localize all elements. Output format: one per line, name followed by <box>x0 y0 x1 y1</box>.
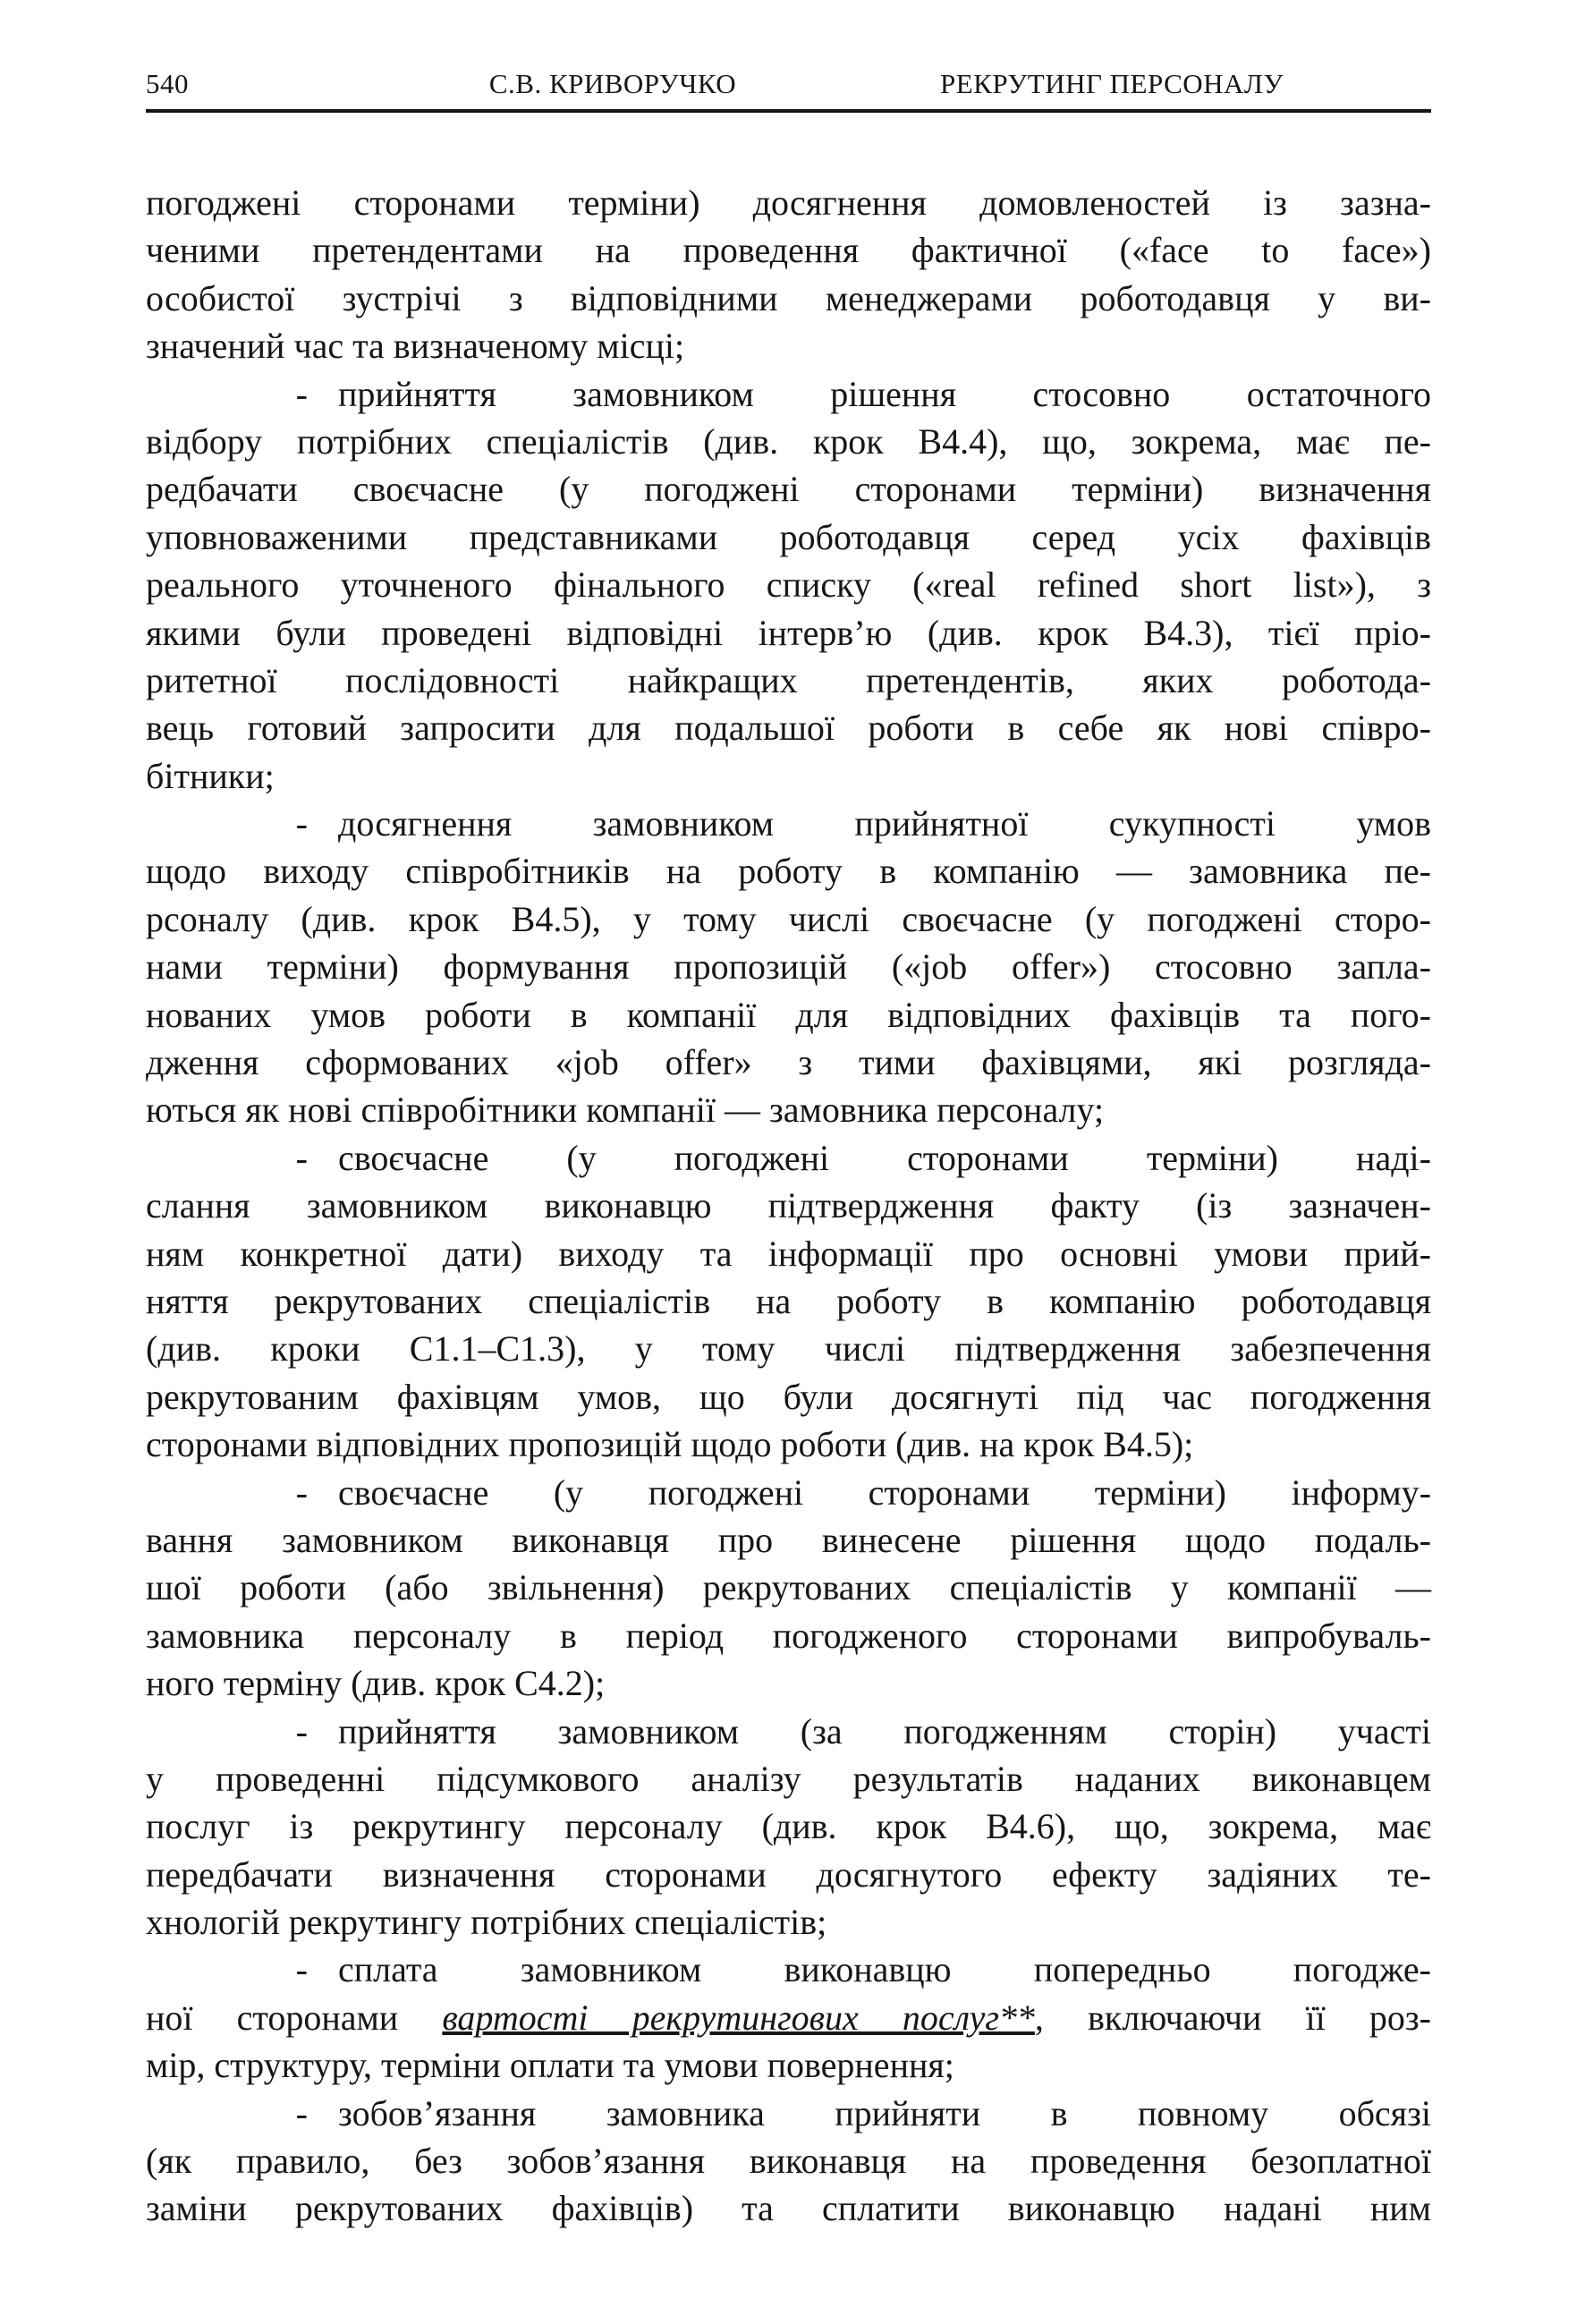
list-bullet: - <box>295 1710 308 1751</box>
text-line: бітники; <box>146 755 275 796</box>
text-line: погоджені сторонами терміни) досягнення домовленостей із зазна- <box>146 182 1431 223</box>
list-item-first-line: досягнення замовником прийнятної сукупності умов <box>338 803 1431 844</box>
text-line: послуг із рекрутингу персоналу (див. крок B4.6), що, зокрема, має <box>146 1806 1431 1847</box>
text-line <box>146 1946 1431 1993</box>
list-bullet: - <box>295 803 308 844</box>
text-line <box>146 1134 1431 1182</box>
list-bullet: - <box>295 1472 308 1513</box>
text-line: слання замовником виконавцю підтвердження факту (із зазначен- <box>146 1185 1431 1226</box>
text-line: ням конкретної дати) виходу та інформації про основні умови прий- <box>146 1233 1431 1274</box>
list-item-first-line: зобов’язання замовника прийняти в повному обсязі <box>338 2092 1431 2133</box>
text-line: рсоналу (див. крок B4.5), у тому числі своєчасне (у погоджені сторо- <box>146 898 1431 939</box>
text-line: відбору потрібних спеціалістів (див. крок B4.4), що, зокрема, має пе- <box>146 420 1431 462</box>
list-bullet: - <box>295 2092 308 2133</box>
list-bullet: - <box>295 1137 308 1178</box>
text-line <box>146 2090 1431 2137</box>
text-line: ються як нові співробітники компанії — замовника персоналу; <box>146 1090 1105 1131</box>
text-line: уповноваженими представниками роботодавця серед усіх фахівців <box>146 516 1431 557</box>
text-line: ної сторонами вартості рекрутингових послуг**, включаючи її роз- <box>146 1997 1431 2038</box>
page-number: 540 <box>146 68 189 99</box>
text-line: у проведенні підсумкового аналізу результатів наданих виконавцем <box>146 1758 1431 1799</box>
list-item-first-line: своєчасне (у погоджені сторонами терміни) інформу- <box>338 1472 1431 1513</box>
text-line <box>146 800 1431 847</box>
list-bullet: - <box>295 373 308 414</box>
text-line: (як правило, без зобов’язання виконавця на проведення безоплатної <box>146 2141 1431 2182</box>
text-line: сторонами відповідних пропозицій щодо роботи (див. на крок B4.5); <box>146 1424 1194 1465</box>
text-line: особистої зустрічі з відповідними менеджерами роботодавця у ви- <box>146 277 1431 318</box>
running-header-title: РЕКРУТИНГ ПЕРСОНАЛУ <box>940 68 1284 99</box>
text-line: вання замовником виконавця про винесене рішення щодо подаль- <box>146 1519 1431 1560</box>
text-line: дження сформованих «job offer» з тими фахівцями, які розгляда- <box>146 1042 1431 1083</box>
text-line: рекрутованим фахівцям умов, що були досягнуті під час погодження <box>146 1376 1431 1417</box>
list-item-first-line: сплата замовником виконавцю попередньо погодже- <box>338 1949 1431 1990</box>
text-line: редбачати своєчасне (у погоджені сторонами терміни) визначення <box>146 469 1431 510</box>
list-bullet: - <box>295 1949 308 1990</box>
text-line: нованих умов роботи в компанії для відповідних фахівців та пого- <box>146 994 1431 1035</box>
text-line: замовника персоналу в період погодженого сторонами випробуваль- <box>146 1615 1431 1656</box>
text-line <box>146 1469 1431 1516</box>
text-line <box>146 370 1431 418</box>
text-line: ритетної послідовності найкращих претендентів, яких роботода- <box>146 659 1431 700</box>
list-item-first-line: прийняття замовником рішення стосовно остаточного <box>338 373 1431 414</box>
list-item-first-line: прийняття замовником (за погодженням сторін) участі <box>338 1710 1431 1751</box>
text-line: ченими претендентами на проведення фактичної («face to face») <box>146 230 1431 271</box>
text-line <box>146 1708 1431 1755</box>
list-item-first-line: своєчасне (у погоджені сторонами терміни) наді- <box>338 1137 1431 1178</box>
text-line: нами терміни) формування пропозицій («job offer») стосовно запла- <box>146 946 1431 988</box>
text-line: мір, структуру, терміни оплати та умови повернення; <box>146 2045 954 2086</box>
text-line: значений час та визначеному місці; <box>146 326 685 367</box>
text-line: ного терміну (див. крок C4.2); <box>146 1663 606 1704</box>
text-line: шої роботи (або звільнення) рекрутованих спеціалістів у компанії — <box>146 1567 1431 1608</box>
text-line: реального уточненого фінального списку («real refined short list»), з <box>146 564 1431 606</box>
text-line: заміни рекрутованих фахівців) та сплатити виконавцю надані ним <box>146 2188 1431 2229</box>
text-line: передбачати визначення сторонами досягнутого ефекту задіяних те- <box>146 1853 1431 1895</box>
text-line: няття рекрутованих спеціалістів на роботу в компанію роботодавця <box>146 1280 1431 1321</box>
text-line: якими були проведені відповідні інтерв’ю (див. крок B4.3), тієї пріо- <box>146 612 1431 653</box>
text-line: вець готовий запросити для подальшої роботи в себе як нові співро- <box>146 708 1431 749</box>
text-line: щодо виходу співробітників на роботу в компанію — замовника пе- <box>146 851 1431 892</box>
running-header: 540 С.В. КРИВОРУЧКО РЕКРУТИНГ ПЕРСОНАЛУ <box>146 61 1431 113</box>
emphasized-term: вартості рекрутингових послуг** <box>442 1997 1035 2038</box>
text-line: хнологій рекрутингу потрібних спеціалістів; <box>146 1902 827 1943</box>
text-line: (див. кроки C1.1–C1.3), у тому числі підтвердження забезпечення <box>146 1328 1431 1370</box>
body-text <box>146 179 1431 2233</box>
